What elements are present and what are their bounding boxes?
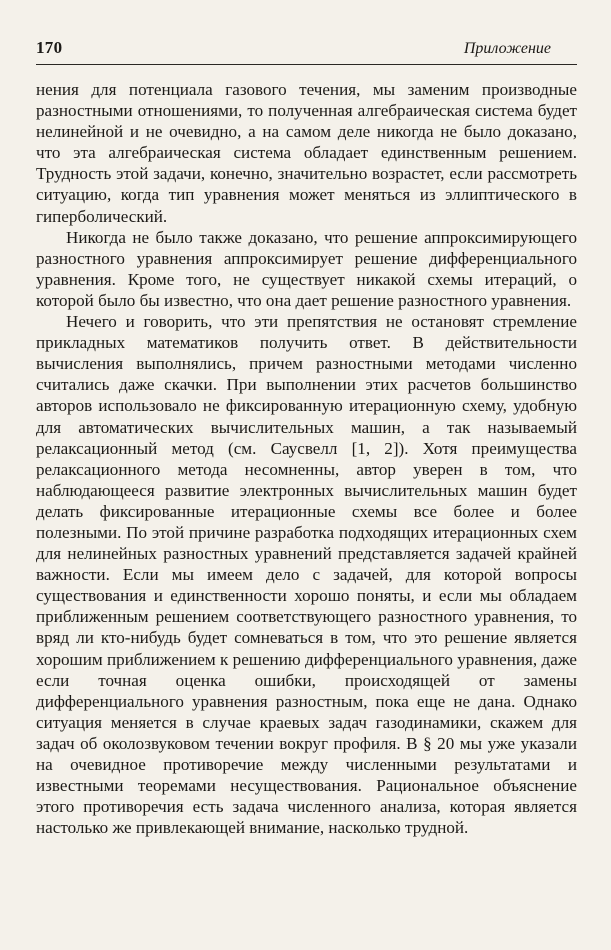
paragraph-continued: нения для потенциала газового течения, мы заменим производные разностными отношениями, то полученная алгебраическая система будет нелинейной и не очевидно, а на самом деле никогда не было доказано, что эта алгебраическая система обладает единственным решением. Трудность этой задачи, конечно, значительно возрастет, если рассмотреть ситуацию, когда тип уравнения может меняться из эллиптического в гиперболический. [36, 80, 577, 226]
paragraph: Никогда не было также доказано, что решение аппроксимирующего разностного уравнения аппроксимирует решение дифференциального уравнения. Кроме того, не существует никакой схемы итераций, о которой было бы известно, что она дает решение разностного уравнения. [36, 227, 577, 310]
running-head [36, 38, 577, 65]
paragraph: Нечего и говорить, что эти препятствия не остановят стремление прикладных математиков получить ответ. В действительности вычисления выполнялись, причем разностными методами численно считались даже скачки. При выполнении этих расчетов большинство авторов использовало не фиксированную итерационную схему, удобную для автоматических вычислительных машин, а так называемый релаксационный метод (см. Саусвелл [1, 2]). Хотя преимущества релаксационного метода несомненны, автор уверен в том, что наблюдающееся развитие электронных вычислительных машин будет делать фиксированные итерационные схемы все более и более полезными. По этой причине разработка подходящих итерационных схем для нелинейных разностных уравнений представляется задачей крайней важности. Если мы имеем дело с задачей, для которой вопросы существования и единственности хорошо поняты, и если мы обладаем приближенным решением соответствующего разностного уравнения, то вряд ли кто-нибудь будет сомневаться в том, что это решение является хорошим приближением к решению дифференциального уравнения, даже если точная оценка ошибки, происходящей от замены дифференциального уравнения разностным, пока еще не дана. Однако ситуация меняется в случае краевых задач газодинамики, скажем для задач об околозвуковом течении вокруг профиля. В § 20 мы уже указали на очевидное противоречие между численными результатами и известными теоремами несуществования. Рациональное объяснение этого противоречия есть задача численного анализа, которая является настолько же привлекающей внимание, насколько трудной. [36, 312, 577, 838]
body-text [36, 79, 577, 838]
running-title: Приложение [463, 40, 551, 57]
page-number: 170 [36, 38, 63, 57]
